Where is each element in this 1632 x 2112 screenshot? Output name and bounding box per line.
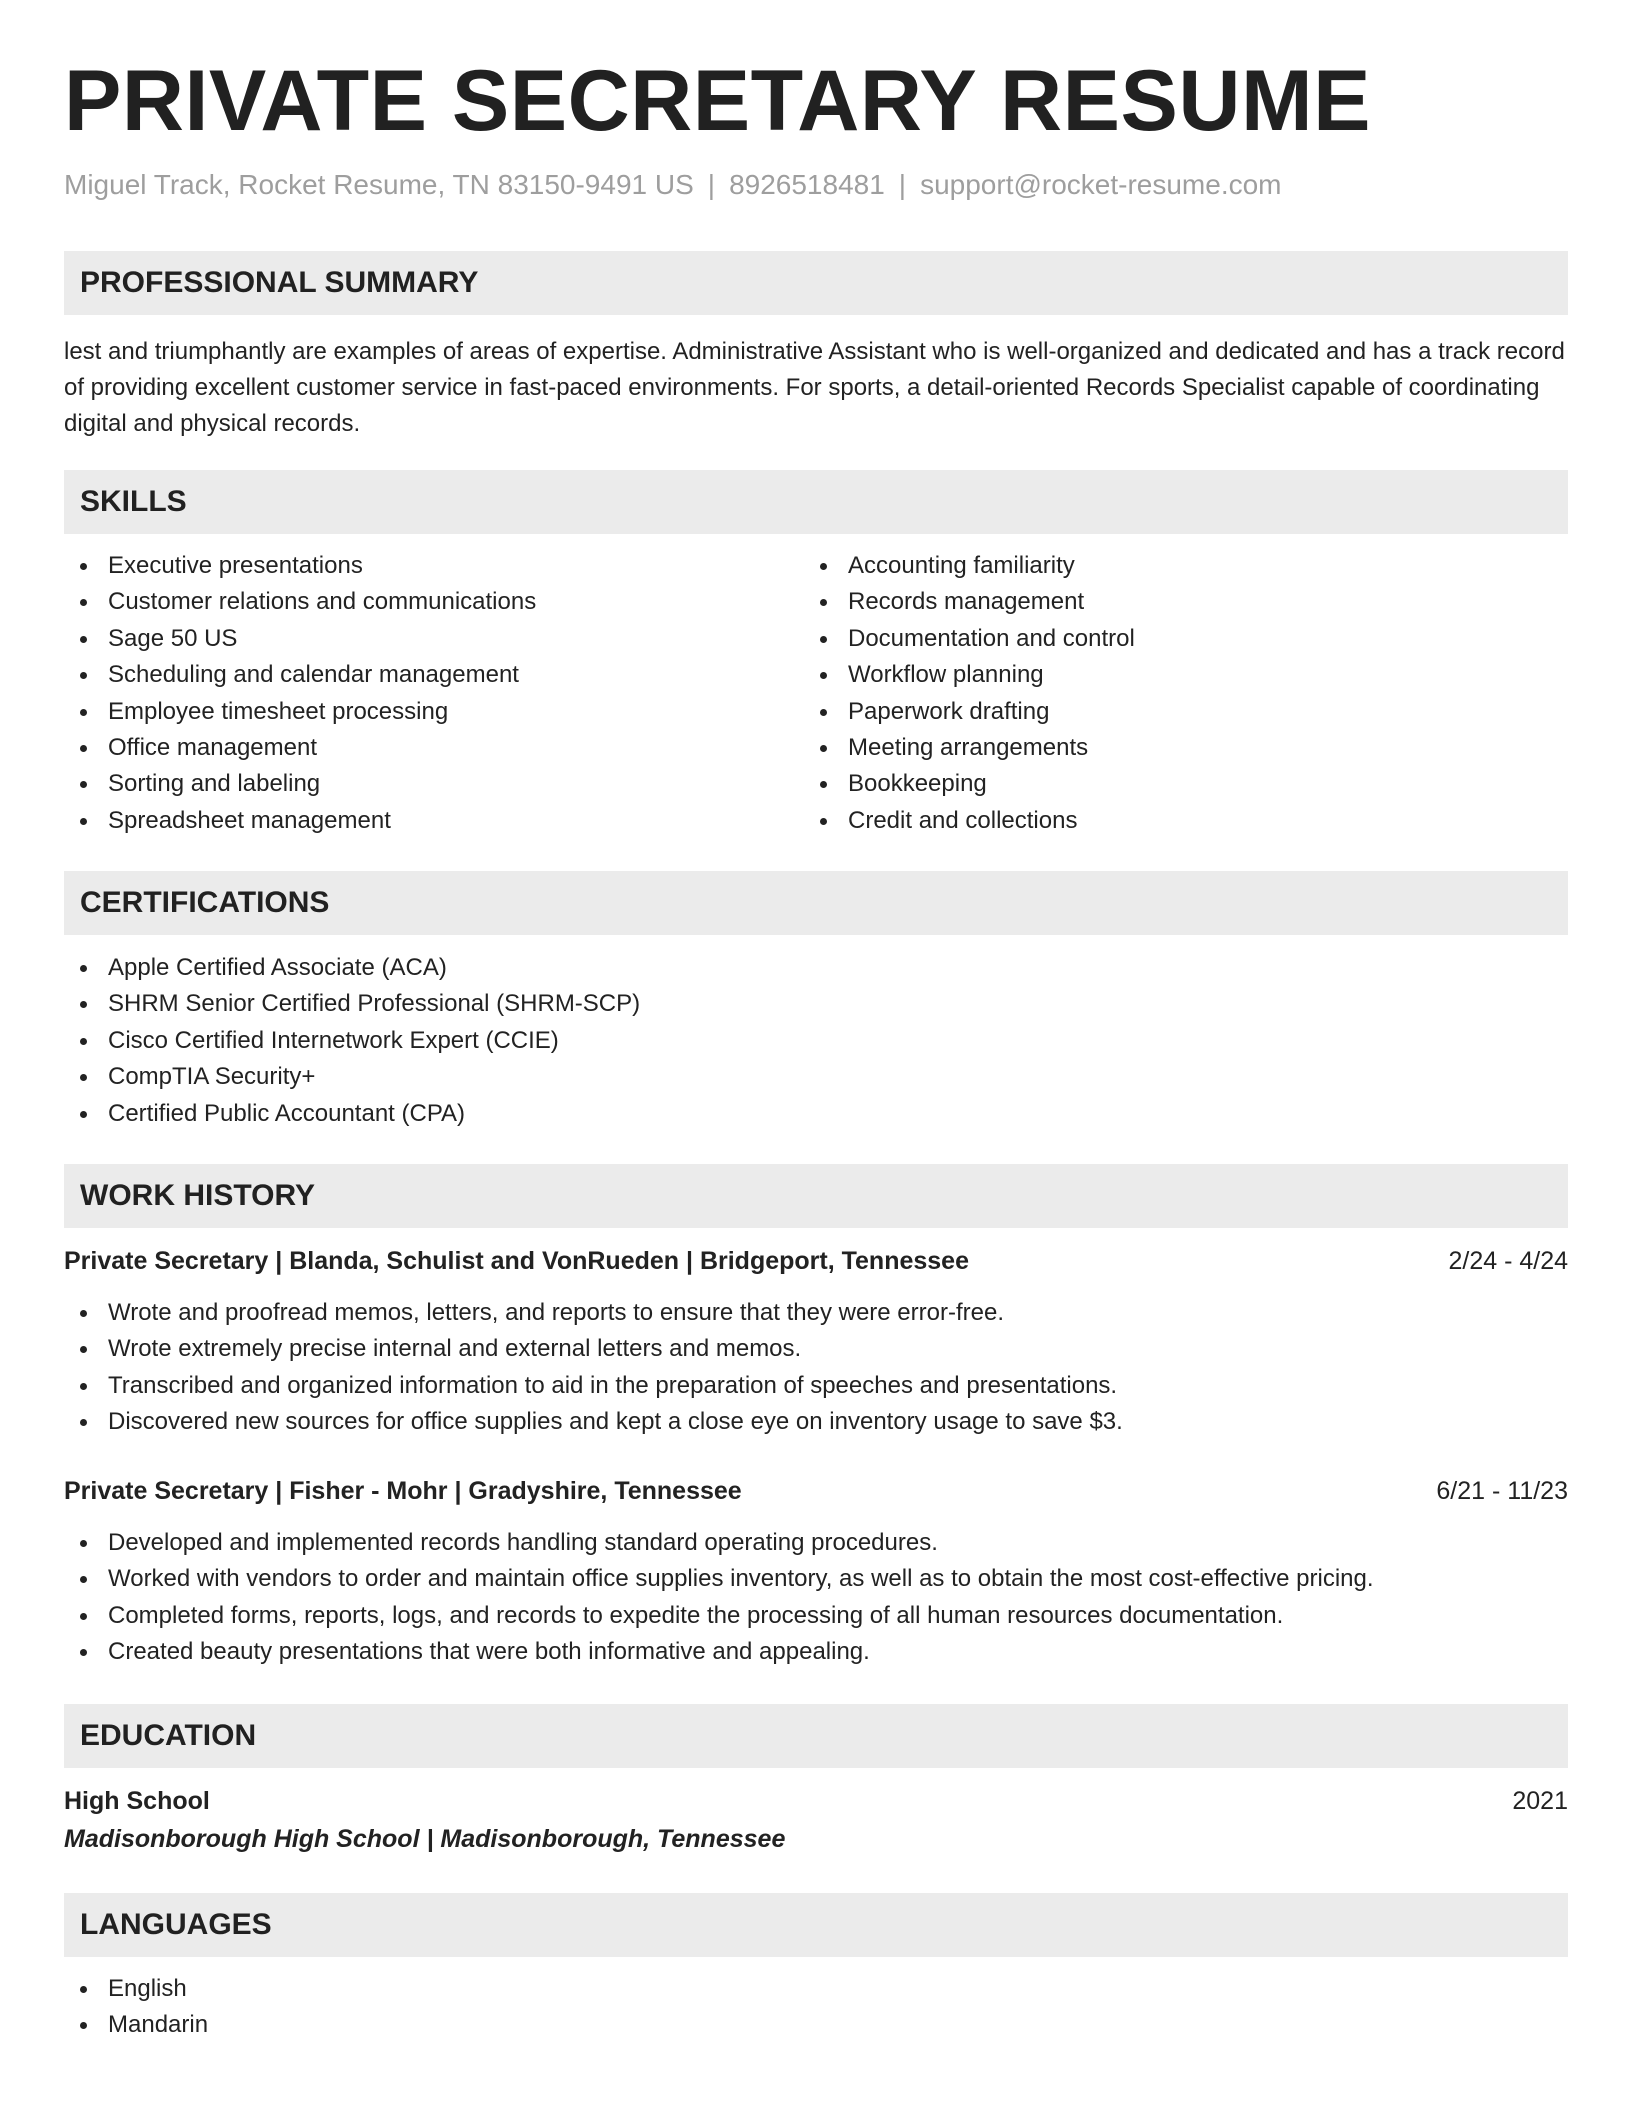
skills-list-right [804, 548, 1135, 839]
job-bullet: Wrote and proofread memos, letters, and reports to ensure that they were error-free. [64, 1295, 1123, 1331]
resume-title: PRIVATE SECRETARY RESUME [64, 53, 1371, 149]
contact-separator: | [707, 169, 716, 200]
job-bullet: Completed forms, reports, logs, and records to expedite the processing of all human resources documentation. [64, 1598, 1374, 1634]
skill-item: Documentation and control [804, 621, 1135, 657]
job-bullets [64, 1295, 1123, 1441]
job-dates: 6/21 - 11/23 [1436, 1477, 1568, 1505]
job-dates: 2/24 - 4/24 [1448, 1247, 1568, 1275]
certification-item: CompTIA Security+ [64, 1059, 640, 1095]
certification-item: Apple Certified Associate (ACA) [64, 950, 640, 986]
contact-email[interactable]: support@rocket-resume.com [920, 169, 1282, 200]
skill-item: Office management [64, 730, 536, 766]
skill-item: Employee timesheet processing [64, 694, 536, 730]
section-header-education [64, 1704, 1568, 1768]
education-degree: High School [64, 1787, 210, 1815]
language-item: Mandarin [64, 2007, 208, 2043]
section-header-languages [64, 1893, 1568, 1957]
skills-list-left [64, 548, 536, 839]
skill-item: Scheduling and calendar management [64, 657, 536, 693]
skill-item: Paperwork drafting [804, 694, 1135, 730]
skill-item: Customer relations and communications [64, 584, 536, 620]
certification-item: Cisco Certified Internetwork Expert (CCIE) [64, 1023, 640, 1059]
job-title: Private Secretary | Blanda, Schulist and VonRueden | Bridgeport, Tennessee [64, 1247, 969, 1275]
skill-item: Credit and collections [804, 803, 1135, 839]
certification-item: SHRM Senior Certified Professional (SHRM-SCP) [64, 986, 640, 1022]
job-title: Private Secretary | Fisher - Mohr | Gradyshire, Tennessee [64, 1477, 742, 1505]
skill-item: Executive presentations [64, 548, 536, 584]
skill-item: Sage 50 US [64, 621, 536, 657]
section-title-education: EDUCATION [80, 1719, 257, 1752]
contact-separator: | [898, 169, 907, 200]
section-title-languages: LANGUAGES [80, 1908, 272, 1941]
section-header-work [64, 1164, 1568, 1228]
section-title-summary: PROFESSIONAL SUMMARY [80, 266, 479, 299]
job-bullet: Developed and implemented records handling standard operating procedures. [64, 1525, 1374, 1561]
skill-item: Spreadsheet management [64, 803, 536, 839]
section-header-skills [64, 470, 1568, 534]
contact-address: Miguel Track, Rocket Resume, TN 83150-9491 US [64, 169, 694, 200]
job-bullet: Worked with vendors to order and maintain office supplies inventory, as well as to obtain the most cost-effective pricing. [64, 1561, 1374, 1597]
section-title-work: WORK HISTORY [80, 1179, 316, 1212]
education-year: 2021 [1512, 1787, 1568, 1815]
education-school: Madisonborough High School | Madisonborough, Tennessee [64, 1825, 786, 1853]
language-item: English [64, 1971, 208, 2007]
job-bullet: Wrote extremely precise internal and external letters and memos. [64, 1331, 1123, 1367]
skill-item: Sorting and labeling [64, 766, 536, 802]
contact-line [64, 168, 1282, 202]
section-header-certifications [64, 871, 1568, 935]
skill-item: Records management [804, 584, 1135, 620]
section-title-certifications: CERTIFICATIONS [80, 886, 330, 919]
skill-item: Accounting familiarity [804, 548, 1135, 584]
skill-item: Workflow planning [804, 657, 1135, 693]
skill-item: Bookkeeping [804, 766, 1135, 802]
job-bullet: Created beauty presentations that were both informative and appealing. [64, 1634, 1374, 1670]
contact-phone: 8926518481 [729, 169, 885, 200]
skill-item: Meeting arrangements [804, 730, 1135, 766]
languages-list [64, 1971, 208, 2044]
job-bullets [64, 1525, 1374, 1671]
job-bullet: Transcribed and organized information to aid in the preparation of speeches and presentations. [64, 1368, 1123, 1404]
job-bullet: Discovered new sources for office supplies and kept a close eye on inventory usage to save $3. [64, 1404, 1123, 1440]
section-title-skills: SKILLS [80, 485, 187, 518]
certification-item: Certified Public Accountant (CPA) [64, 1096, 640, 1132]
section-header-summary [64, 251, 1568, 315]
summary-text: lest and triumphantly are examples of areas of expertise. Administrative Assistant who is well-organized and dedicated and has a track record of providing excellent customer service in fast-paced environments. For sports, a detail-oriented Records Specialist capable of coordinating digital and physical records. [64, 338, 1565, 437]
certifications-list [64, 950, 640, 1132]
